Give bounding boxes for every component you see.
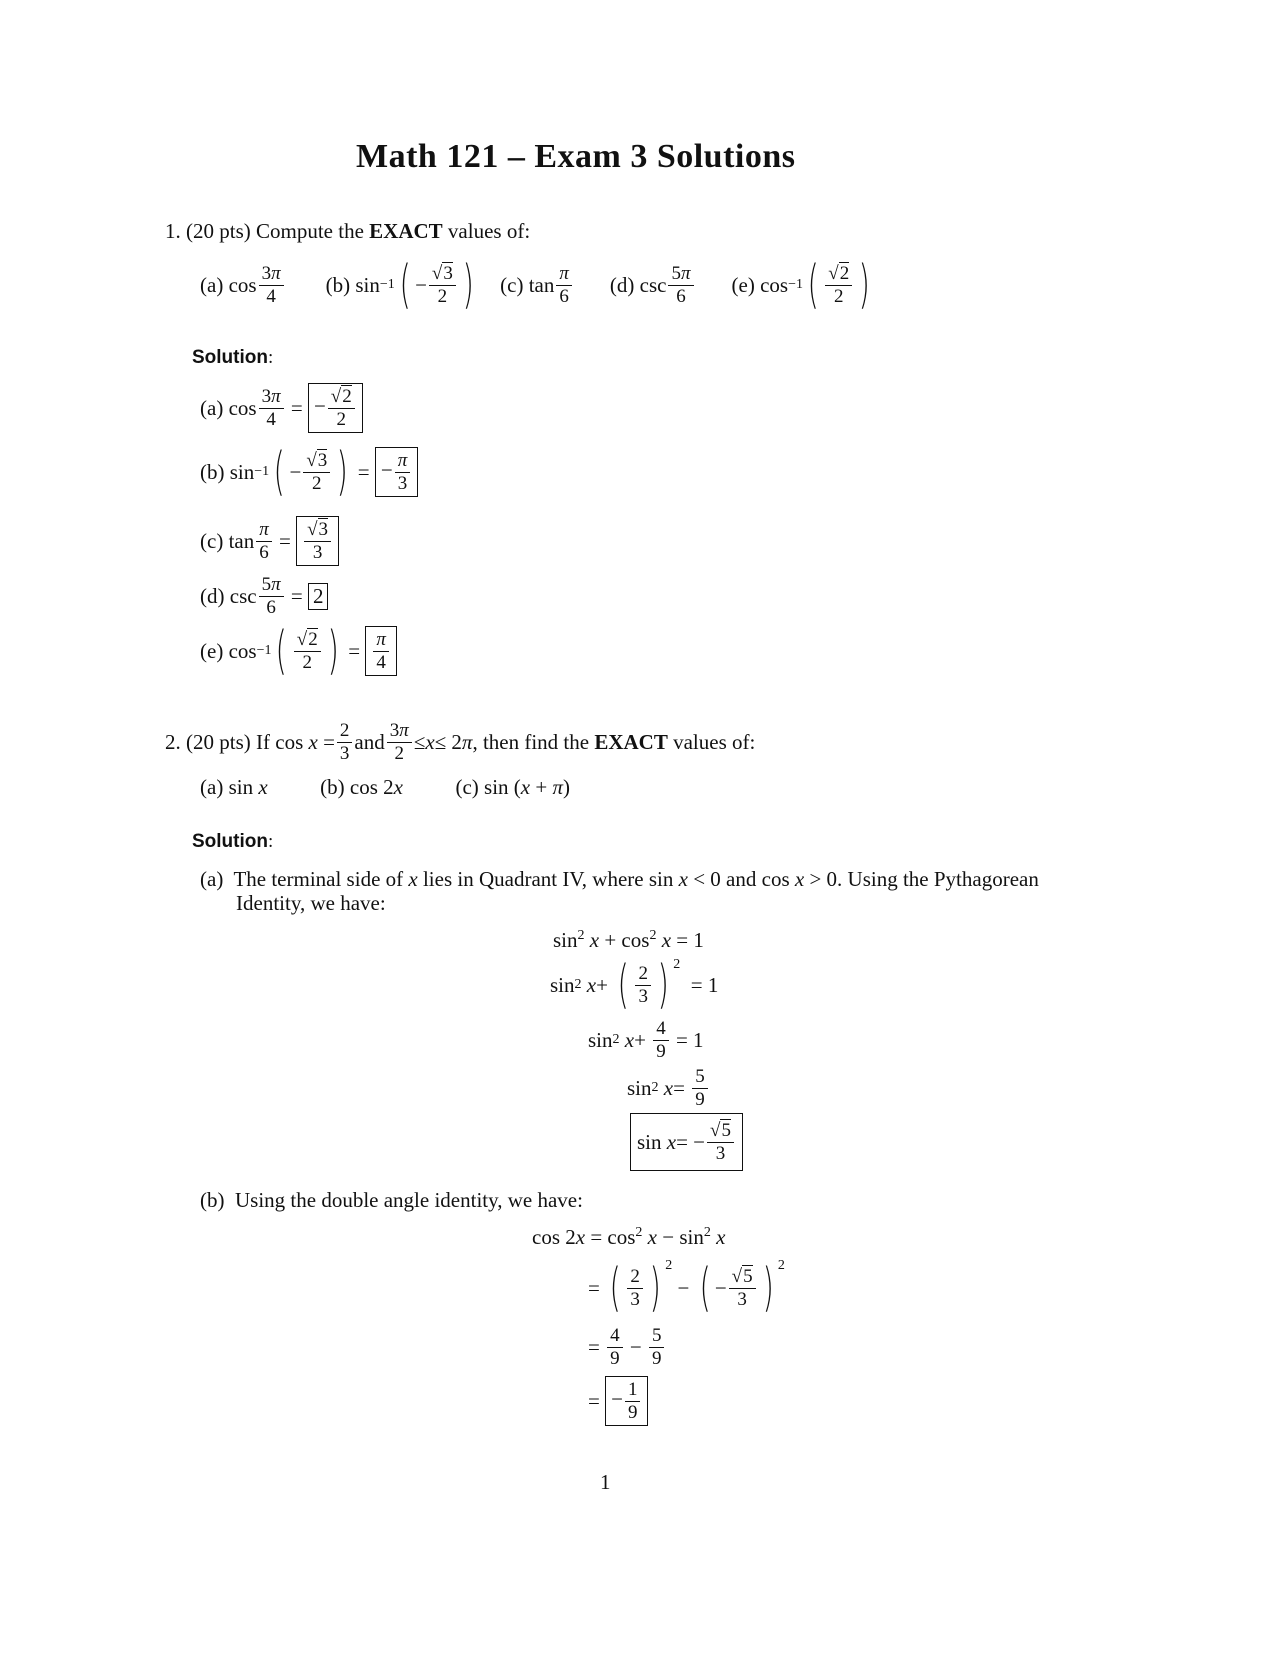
question-prompt-end: values of:: [447, 219, 531, 243]
answer-box: − $\frac{\pi}{3}$: [375, 447, 418, 498]
part-label: (a): [200, 272, 224, 297]
answer-box: − $\frac{1}{9}$: [605, 1376, 648, 1427]
question-emphasis: EXACT: [369, 219, 443, 243]
question-points: (20 pts): [186, 219, 251, 243]
part-label: (c): [455, 775, 479, 799]
part-label: (c): [200, 528, 224, 553]
question-2-header: 2. (20 pts) If cos x = $\frac{2}{3}$ and $\frac{3\pi}{2}$ ≤ x ≤ 2 π , then find the EXACT values of:: [165, 719, 756, 764]
part-label: (e): [731, 272, 755, 297]
question-number: 1.: [165, 219, 181, 243]
fraction: $\frac{3\pi}{4}$: [259, 263, 284, 308]
equation-line: sin 2 x = $\frac{5}{9}$: [627, 1064, 710, 1112]
answer-box: sin x = − $\frac{√5}{3}$: [630, 1113, 743, 1171]
question-prompt-and: and: [354, 729, 385, 754]
question-1-header: [165, 221, 530, 242]
q2-parts: (a) sin x (b) cos 2x (c) sin (x + π): [200, 775, 570, 799]
equation-line: sin 2 x + $\frac{4}{9}$ = 1: [588, 1017, 704, 1062]
page-number: 1: [600, 1470, 611, 1494]
q1-solution-c: (c) tan $\frac{\pi}{6}$ = $\frac{√3}{3}$: [200, 512, 339, 570]
part-label: (e): [200, 638, 224, 663]
equation-line: $\cos 2x = \cos^2 x - \sin^2 x$: [532, 1225, 726, 1249]
part-label: (b): [325, 272, 351, 297]
answer-box: − $\frac{√2}{2}$: [308, 383, 363, 434]
answer-box: $\frac{√3}{3}$: [296, 516, 339, 567]
q1-solution-b: (b) sin −1 ( − $\frac{√3}{2}$ ) = − $\frac{\pi}{3}$: [200, 443, 418, 501]
fraction: $\frac{\pi}{6}$: [556, 263, 572, 308]
equation-line: = ( $\frac{2}{3}$ ) $^2$ − ( − $\frac{√5}{3}$ ) $^2$: [588, 1258, 785, 1318]
fraction: $\frac{√2}{2}$: [825, 263, 852, 308]
question-emphasis: EXACT: [594, 729, 668, 754]
answer-box: 2: [308, 583, 329, 610]
q2-solution-b-text: (b) Using the double angle identity, we have:: [200, 1188, 583, 1212]
question-prompt-end: values of:: [673, 729, 756, 754]
part-label: (d): [200, 583, 225, 608]
page-title: Math 121 – Exam 3 Solutions: [356, 138, 796, 175]
part-label: (c): [500, 272, 524, 297]
part-label: (b): [200, 459, 225, 484]
q1-solution-a: (a) cos $\frac{3\pi}{4}$ = − $\frac{√2}{2}$: [200, 380, 363, 436]
part-label: (a): [200, 395, 224, 420]
question-prompt: If: [256, 729, 270, 754]
solution-label: Solution:: [192, 831, 274, 852]
q1-problems: (a) cos $\frac{3\pi}{4}$ (b) sin −1 ( − $\frac{√3}{2}$ ) (c) tan $\frac{\pi}{6}$ (d) csc $\frac{5\pi}{6}$ (e) cos −1 ( $\frac{√2}{2}$ ): [200, 255, 870, 315]
q1-solution-e: (e) cos −1 ( $\frac{√2}{2}$ ) = $\frac{\pi}{4}$: [200, 622, 397, 680]
equation-line: = − $\frac{1}{9}$: [588, 1375, 648, 1427]
question-number: 2.: [165, 729, 181, 754]
answer-box: $\frac{\pi}{4}$: [365, 626, 397, 677]
part-label: (b): [320, 775, 345, 799]
part-label: (d): [609, 272, 635, 297]
q1-solution-d: (d) csc $\frac{5\pi}{6}$ = 2: [200, 572, 328, 620]
fraction: $\frac{5\pi}{6}$: [668, 263, 693, 308]
equation-line: $\sin^2 x + \cos^2 x = 1$: [553, 928, 704, 952]
part-label: (b): [200, 1188, 225, 1212]
part-label: (a): [200, 867, 224, 891]
part-label: (a): [200, 775, 224, 799]
solution-label: Solution:: [192, 347, 274, 368]
equation-line: sin 2 x + ( $\frac{2}{3}$ ) $^2$ = 1: [550, 955, 719, 1015]
q2-solution-a-text: (a) The terminal side of x lies in Quadrant IV, where sin x < 0 and cos x > 0. Using the Pythagorean: [200, 867, 1039, 891]
q2-solution-a-text-2: Identity, we have:: [236, 891, 386, 915]
question-points: (20 pts): [186, 729, 251, 754]
question-prompt-then: , then find the: [472, 729, 590, 754]
equation-line: = $\frac{4}{9}$ − $\frac{5}{9}$: [588, 1323, 666, 1371]
fraction: $\frac{√3}{2}$: [429, 263, 456, 308]
question-prompt: Compute the: [256, 219, 364, 243]
